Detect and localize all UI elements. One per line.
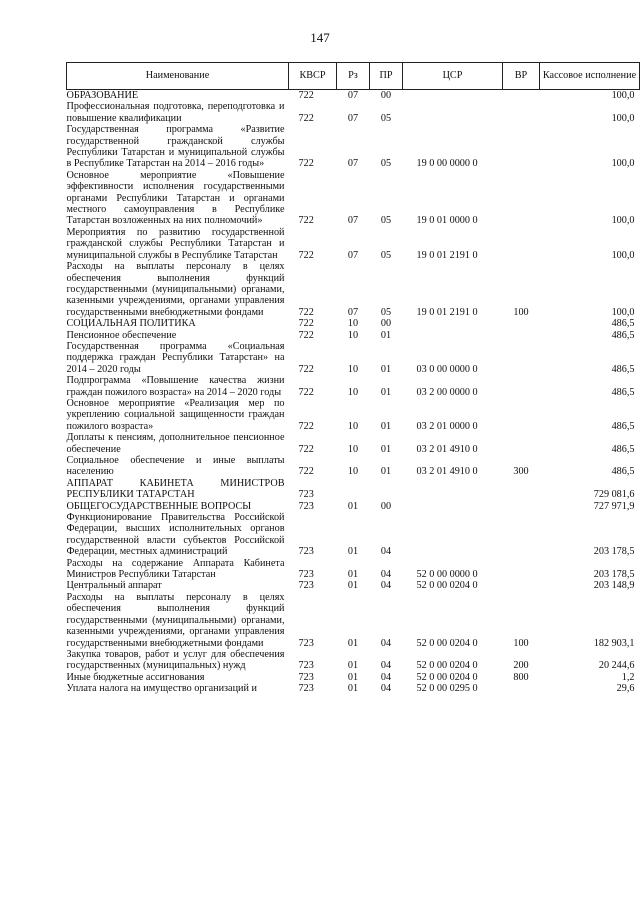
cell-vr [503, 170, 540, 227]
cell-kass: 100,0 [611, 215, 635, 227]
cell-name: ОБРАЗОВАНИЕ [66, 90, 139, 101]
cell-vr [503, 501, 540, 512]
cell-name: Профессиональная подготовка, переподготовка и повышение квалификации [66, 101, 285, 124]
cell-rz: 07 [347, 215, 359, 227]
cell-pr: 05 [380, 112, 392, 124]
cell-name: Государственная программа «Развитие государственной гражданской службы Республики Татарстан и муниципальной службы в Республике Татарстан на 2014 – 2016 годы» [66, 124, 285, 170]
cell-vr [503, 341, 540, 375]
cell-kvsr: 722 [298, 420, 314, 432]
cell-rz: 10 [347, 443, 359, 455]
table-row [67, 649, 640, 672]
cell-kass: 486,5 [611, 443, 635, 455]
cell-kvsr: 723 [298, 569, 314, 581]
table-row [67, 478, 640, 501]
cell-pr: 00 [380, 90, 392, 101]
cell-name: Основное мероприятие «Повышение эффективности исполнения государственными органами Республики Татарстан и органами местного самоуправления в Республике Татарстан возложенных на них полномочий» [66, 169, 285, 227]
cell-csr: 52 0 00 0295 0 [416, 683, 478, 695]
cell-vr [503, 330, 540, 341]
cell-csr: 52 0 00 0204 0 [416, 671, 478, 683]
cell-csr [403, 501, 503, 512]
table-row [67, 580, 640, 591]
cell-csr: 19 0 01 2191 0 [416, 306, 478, 318]
cell-vr [503, 124, 540, 170]
cell-kvsr: 722 [298, 215, 314, 227]
cell-kass: 100,0 [611, 112, 635, 124]
cell-csr [403, 90, 503, 102]
cell-pr: 01 [380, 329, 392, 341]
table-row [67, 330, 640, 341]
cell-pr: 04 [380, 569, 392, 581]
cell-rz: 01 [347, 546, 359, 558]
cell-rz: 10 [347, 363, 359, 375]
cell-pr: 05 [380, 249, 392, 261]
cell-pr: 01 [380, 420, 392, 432]
cell-csr: 03 2 01 4910 0 [416, 466, 478, 478]
page-number: 147 [310, 30, 330, 45]
cell-csr: 19 0 01 0000 0 [416, 215, 478, 227]
cell-name: Закупка товаров, работ и услуг для обеспечения государственных (муниципальных) нужд [66, 648, 285, 672]
cell-vr [503, 478, 540, 501]
header-vr: ВР [503, 63, 540, 90]
cell-kass: 486,5 [611, 386, 635, 398]
cell-kass: 100,0 [611, 249, 635, 261]
cell-kvsr: 722 [298, 249, 314, 261]
cell-csr: 52 0 00 0204 0 [416, 637, 478, 649]
cell-kvsr: 722 [298, 158, 314, 170]
cell-rz: 07 [347, 112, 359, 124]
table-row [67, 592, 640, 649]
cell-csr [403, 478, 503, 501]
cell-kass: 182 903,1 [593, 637, 635, 649]
cell-name: Центральный аппарат [66, 580, 162, 592]
cell-kvsr: 722 [298, 386, 314, 398]
table-body [67, 90, 640, 695]
table-row [67, 512, 640, 558]
cell-rz: 01 [347, 500, 359, 512]
cell-csr: 03 2 01 0000 0 [416, 420, 478, 432]
cell-kvsr: 722 [298, 112, 314, 124]
cell-kass: 727 971,9 [593, 500, 635, 512]
cell-vr: 100 [513, 306, 529, 318]
table-row [67, 398, 640, 432]
cell-kvsr: 723 [298, 671, 314, 683]
cell-vr [503, 398, 540, 432]
cell-kass: 203 178,5 [593, 546, 635, 558]
cell-rz: 07 [347, 158, 359, 170]
table-row [67, 672, 640, 683]
cell-kass: 203 178,5 [593, 569, 635, 581]
table-row [67, 170, 640, 227]
cell-vr [503, 90, 540, 102]
cell-name: Доплаты к пенсиям, дополнительное пенсионное обеспечение [66, 432, 285, 455]
cell-kvsr: 723 [298, 500, 314, 512]
cell-kvsr: 722 [298, 466, 314, 478]
cell-pr: 04 [380, 671, 392, 683]
header-kvsr: КВСР [289, 63, 337, 90]
table-row [67, 683, 640, 694]
cell-kass: 486,5 [611, 363, 635, 375]
cell-pr: 01 [380, 443, 392, 455]
cell-csr: 52 0 00 0204 0 [416, 660, 478, 672]
cell-kass: 486,5 [611, 420, 635, 432]
cell-vr: 100 [513, 637, 529, 649]
cell-rz: 10 [347, 386, 359, 398]
cell-kvsr: 723 [298, 637, 314, 649]
cell-kass: 20 244,6 [598, 660, 635, 672]
cell-rz: 01 [347, 580, 359, 592]
cell-name: Расходы на выплаты персоналу в целях обеспечения выполнения функций государственными (муниципальными) органами, казенными учреждениями, органами управления государственными внебюджетными фондами [66, 261, 285, 318]
table-row [67, 261, 640, 318]
cell-pr: 04 [380, 580, 392, 592]
cell-kass: 203 148,9 [593, 580, 635, 592]
cell-rz: 10 [347, 329, 359, 341]
cell-name: Социальное обеспечение и иные выплаты населению [66, 455, 285, 478]
cell-name: ОБЩЕГОСУДАРСТВЕННЫЕ ВОПРОСЫ [66, 500, 252, 512]
cell-kvsr: 723 [298, 660, 314, 672]
table-row [67, 432, 640, 455]
cell-name: Функционирование Правительства Российской Федерации, высших исполнительных органов государственной власти субъектов Российской Федерации, местных администраций [66, 512, 285, 558]
cell-vr: 800 [513, 671, 529, 683]
cell-pr: 04 [380, 637, 392, 649]
cell-vr [503, 512, 540, 558]
cell-kass: 486,5 [611, 466, 635, 478]
cell-name: Государственная программа «Социальная поддержка граждан Республики Татарстан» на 2014 – 2020 годы [66, 340, 285, 375]
cell-kvsr: 722 [298, 306, 314, 318]
cell-pr: 05 [380, 215, 392, 227]
cell-kvsr: 722 [298, 443, 314, 455]
cell-name: Мероприятия по развитию государственной гражданской службы Республики Татарстан и муниципальной службы в Республике Татарстан [66, 226, 285, 261]
cell-rz: 01 [347, 660, 359, 672]
cell-kass: 29,6 [616, 683, 635, 695]
cell-name: СОЦИАЛЬНАЯ ПОЛИТИКА [66, 318, 196, 330]
table-row [67, 501, 640, 512]
cell-kvsr: 722 [298, 90, 314, 101]
cell-pr: 04 [380, 660, 392, 672]
cell-pr [370, 478, 403, 501]
header-name: Наименование [67, 63, 289, 90]
cell-name: Расходы на содержание Аппарата Кабинета Министров Республики Татарстан [66, 557, 285, 581]
cell-rz: 01 [347, 683, 359, 695]
cell-vr [503, 318, 540, 329]
header-kass: Кассовое исполнение [540, 63, 640, 90]
header-csr: ЦСР [403, 63, 503, 90]
cell-kvsr: 722 [298, 363, 314, 375]
cell-rz: 07 [347, 249, 359, 261]
cell-vr [503, 227, 540, 261]
cell-kass: 100,0 [611, 90, 635, 101]
table-header-row [67, 63, 640, 90]
cell-vr [503, 580, 540, 591]
table-row [67, 558, 640, 581]
table-row [67, 124, 640, 170]
cell-name: Расходы на выплаты персоналу в целях обеспечения выполнения функций государственными (муниципальными) органами, казенными учреждениями, органами управления государственными внебюджетными фондами [66, 591, 285, 649]
header-pr: ПР [370, 63, 403, 90]
cell-pr: 01 [380, 386, 392, 398]
cell-csr [403, 101, 503, 124]
cell-kvsr: 723 [298, 546, 314, 558]
cell-rz: 01 [347, 637, 359, 649]
cell-kvsr: 722 [298, 329, 314, 341]
cell-pr: 01 [380, 363, 392, 375]
cell-rz: 01 [347, 671, 359, 683]
cell-vr [503, 683, 540, 694]
cell-rz: 07 [347, 306, 359, 318]
cell-name: Пенсионное обеспечение [66, 329, 177, 341]
cell-rz: 10 [347, 318, 359, 330]
cell-csr: 52 0 00 0000 0 [416, 569, 478, 581]
table-row [67, 101, 640, 124]
cell-vr [503, 558, 540, 581]
cell-pr: 04 [380, 546, 392, 558]
cell-pr: 00 [380, 318, 392, 330]
cell-vr: 200 [513, 660, 529, 672]
cell-csr: 19 0 01 2191 0 [416, 249, 478, 261]
cell-csr [403, 512, 503, 558]
table-row [67, 90, 640, 102]
cell-rz: 07 [347, 90, 359, 101]
cell-csr [403, 318, 503, 329]
cell-name: Уплата налога на имущество организаций и [66, 683, 257, 695]
cell-vr: 300 [513, 466, 529, 478]
cell-rz [337, 478, 370, 501]
table-row [67, 318, 640, 329]
table-row [67, 375, 640, 398]
cell-pr: 04 [380, 683, 392, 695]
cell-csr: 19 0 00 0000 0 [416, 158, 478, 170]
cell-name: АППАРАТ КАБИНЕТА МИНИСТРОВ РЕСПУБЛИКИ ТАТАРСТАН [66, 477, 285, 501]
cell-rz: 01 [347, 569, 359, 581]
cell-kvsr: 723 [298, 683, 314, 695]
cell-pr: 05 [380, 306, 392, 318]
cell-kass: 486,5 [611, 329, 635, 341]
cell-name: Основное мероприятие «Реализация мер по укреплению социальной защищенности граждан пожилого возраста» [66, 397, 285, 432]
cell-kvsr: 722 [298, 318, 314, 330]
cell-vr [503, 101, 540, 124]
table-row [67, 455, 640, 478]
cell-kass: 100,0 [611, 306, 635, 318]
cell-name: Иные бюджетные ассигнования [66, 671, 205, 683]
cell-rz: 10 [347, 466, 359, 478]
cell-csr: 52 0 00 0204 0 [416, 580, 478, 592]
cell-kvsr: 723 [298, 580, 314, 592]
cell-kvsr: 723 [298, 489, 314, 501]
cell-kass: 100,0 [611, 158, 635, 170]
cell-rz: 10 [347, 420, 359, 432]
cell-csr: 03 2 00 0000 0 [416, 386, 478, 398]
cell-csr: 03 0 00 0000 0 [416, 363, 478, 375]
cell-pr: 01 [380, 466, 392, 478]
cell-csr [403, 330, 503, 341]
cell-kass: 486,5 [611, 318, 635, 330]
table-row [67, 227, 640, 261]
budget-table [66, 62, 640, 695]
cell-csr: 03 2 01 4910 0 [416, 443, 478, 455]
table-row [67, 341, 640, 375]
cell-kass: 1,2 [621, 671, 635, 683]
cell-vr [503, 375, 540, 398]
cell-vr [503, 432, 540, 455]
cell-name: Подпрограмма «Повышение качества жизни граждан пожилого возраста» на 2014 – 2020 годы [66, 375, 285, 398]
cell-kass: 729 081,6 [593, 489, 635, 501]
cell-pr: 00 [380, 500, 392, 512]
cell-pr: 05 [380, 158, 392, 170]
header-rz: Рз [337, 63, 370, 90]
